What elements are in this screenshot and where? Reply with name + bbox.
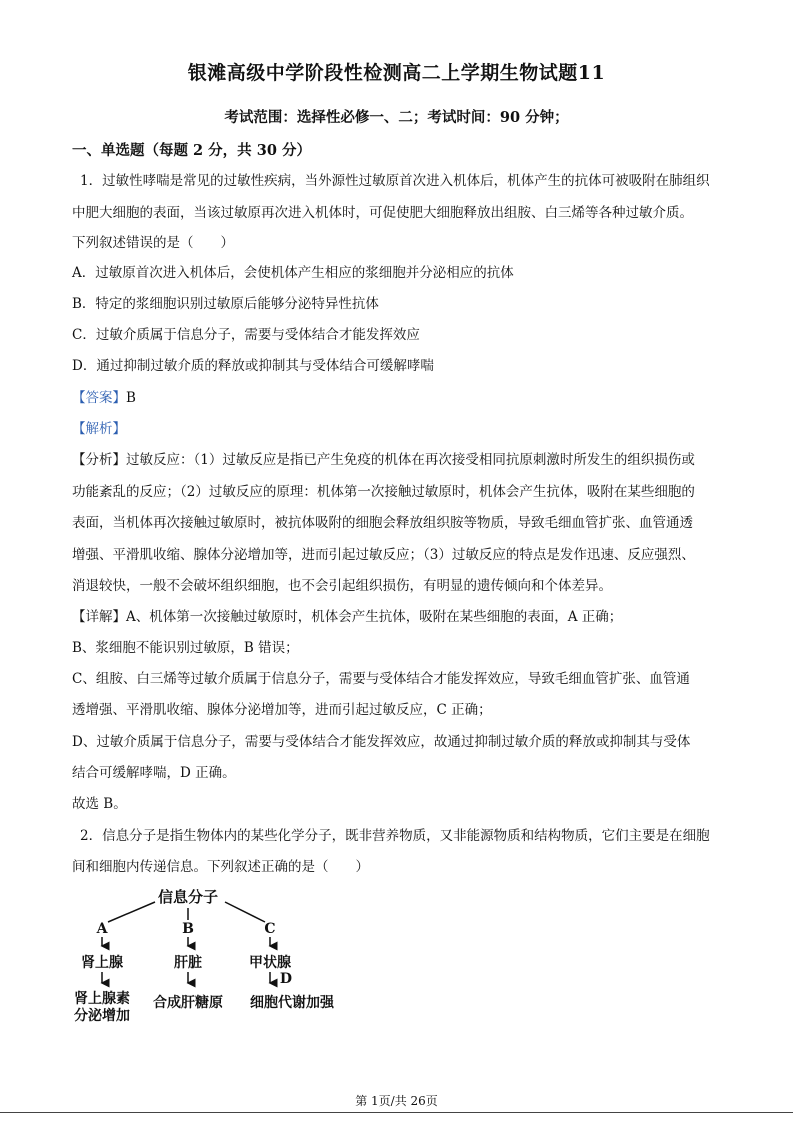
answer-value: B: [126, 390, 136, 406]
q1-stem-line: 中肥大细胞的表面，当该过敏原再次进入机体时，可促使肥大细胞释放出组胺、白三烯等各种过敏介质。: [72, 205, 693, 221]
q1-xiangjie-line: C、组胺、白三烯等过敏介质属于信息分子，需要与受体结合才能发挥效应，导致毛细血管扩张、血管通: [72, 671, 690, 687]
result-adrenal-line1: 肾上腺素: [74, 991, 130, 1007]
q2-stem-line: 间和细胞内传递信息。下列叙述正确的是（ ）: [72, 859, 369, 875]
q1-option-a: A．过敏原首次进入机体后，会使机体产生相应的浆细胞并分泌相应的抗体: [72, 265, 514, 281]
answer-tag: 【答案】: [72, 390, 126, 406]
q1-fenxi-line: 【分析】过敏反应：（1）过敏反应是指已产生免疫的机体在再次接受相同抗原刺激时所发生的组织损伤或: [72, 452, 695, 468]
organ-adrenal: 肾上腺: [81, 955, 123, 971]
q1-conclusion: 故选 B。: [72, 796, 127, 812]
label-a: A: [96, 921, 108, 937]
xiangjie-tag: 【详解】: [72, 609, 126, 625]
signal-molecule-diagram: [60, 880, 360, 1030]
q1-option-b: B．特定的浆细胞识别过敏原后能够分泌特异性抗体: [72, 296, 379, 312]
organ-liver: 肝脏: [174, 955, 202, 971]
result-thyroid: 细胞代谢加强: [250, 995, 334, 1011]
q1-stem-line: 下列叙述错误的是（ ）: [72, 235, 234, 251]
q1-stem-line: 1．过敏性哮喘是常见的过敏性疾病，当外源性过敏原首次进入机体后，机体产生的抗体可被吸附在肺组织: [80, 173, 710, 189]
result-liver: 合成肝糖原: [153, 995, 223, 1011]
label-b: B: [182, 921, 194, 937]
q1-fenxi-line: 增强、平滑肌收缩、腺体分泌增加等，进而引起过敏反应；（3）过敏反应的特点是发作迅速、反应强烈、: [72, 547, 695, 563]
page-number: 第 1页/共 26页: [355, 1094, 438, 1108]
section-heading: 一、单选题（每题 2 分，共 30 分）: [72, 142, 311, 159]
analysis-tag: 【解析】: [72, 421, 126, 437]
q1-xiangjie-line: 透增强、平滑肌收缩、腺体分泌增加等，进而引起过敏反应，C 正确；: [72, 702, 492, 718]
page-title: 银滩高级中学阶段性检测高二上学期生物试题11: [187, 62, 606, 84]
q1-xiangjie-line: D、过敏介质属于信息分子，需要与受体结合才能发挥效应，故通过抑制过敏介质的释放或抑制其与受体: [72, 734, 691, 750]
q1-option-c: C．过敏介质属于信息分子，需要与受体结合才能发挥效应: [72, 327, 420, 343]
branch-line-c: [225, 902, 265, 922]
q1-answer: [72, 388, 732, 408]
q1-xiangjie-line: 结合可缓解哮喘，D 正确。: [72, 765, 236, 781]
branch-line-a: [108, 902, 155, 922]
q1-xiangjie-line: 【详解】A、机体第一次接触过敏原时，机体会产生抗体，吸附在某些细胞的表面，A 正确；: [72, 609, 623, 625]
q1-fenxi-line: 消退较快，一般不会破坏组织细胞，也不会引起组织损伤，有明显的遗传倾向和个体差异。: [72, 578, 612, 594]
q1-option-d: D．通过抑制过敏介质的释放或抑制其与受体结合可缓解哮喘: [72, 358, 434, 374]
q1-xiangjie-line: B、浆细胞不能识别过敏原，B 错误；: [72, 640, 299, 656]
fenxi-tag: 【分析】: [72, 452, 126, 468]
footer-divider: [0, 1112, 793, 1113]
label-d: D: [279, 971, 293, 987]
label-c: C: [264, 921, 276, 937]
q2-stem-line: 2．信息分子是指生物体内的某些化学分子，既非营养物质，又非能源物质和结构物质，它们主要是在细胞: [80, 828, 710, 844]
q1-fenxi-line: 表面，当机体再次接触过敏原时，被抗体吸附的细胞会释放组织胺等物质，导致毛细血管扩张、血管通透: [72, 515, 693, 531]
result-adrenal-line2: 分泌增加: [74, 1008, 130, 1024]
organ-thyroid: 甲状腺: [249, 955, 291, 971]
exam-info: 考试范围：选择性必修一、二；考试时间：90 分钟；: [224, 109, 569, 126]
q1-analysis-heading: [72, 419, 732, 439]
q1-fenxi-line: 功能紊乱的反应；（2）过敏反应的原理：机体第一次接触过敏原时，机体会产生抗体，吸附在某些细胞的: [72, 484, 695, 500]
diagram-root: 信息分子: [157, 888, 219, 906]
